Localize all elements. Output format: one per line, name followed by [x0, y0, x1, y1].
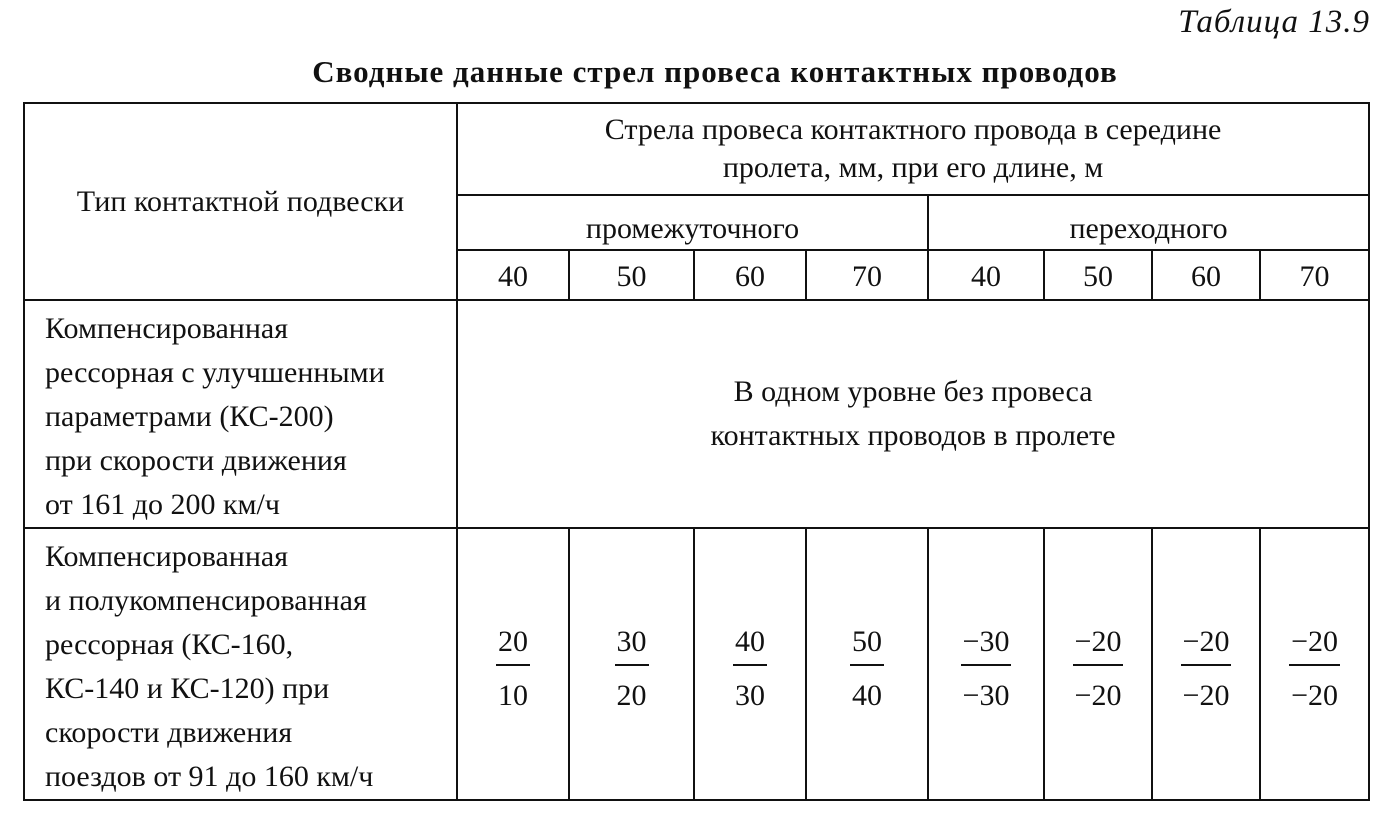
fraction-numerator: 30	[615, 626, 649, 666]
fraction-numerator: 50	[850, 626, 884, 666]
merged-note-line1: В одном уровне без провеса	[733, 375, 1093, 408]
row-label-line: поездов от 91 до 160 км/ч	[45, 760, 374, 793]
fraction-numerator: 40	[733, 626, 767, 666]
table-row	[24, 300, 1369, 528]
row-label-line: при скорости движения	[45, 444, 347, 477]
table-caption: Таблица 13.9	[1178, 4, 1370, 40]
fraction-denominator: −20	[1291, 678, 1339, 712]
fraction-denominator: 40	[852, 678, 882, 712]
group-intermediate: промежуточного	[457, 195, 928, 250]
fraction-denominator: −30	[962, 678, 1010, 712]
sag-header-line1: Стрела провеса контактного провода в середине	[604, 113, 1222, 146]
merged-note-line2: контактных проводов в пролете	[710, 419, 1116, 452]
row-label-line: рессорная (КС-160,	[45, 628, 294, 661]
length-header: 70	[1260, 250, 1369, 300]
fraction-denominator: 20	[616, 678, 647, 712]
fraction-numerator: −30	[961, 626, 1012, 666]
length-header: 60	[694, 250, 806, 300]
row-label-line: от 161 до 200 км/ч	[45, 488, 280, 521]
row-label-line: Компенсированная	[45, 312, 289, 345]
merged-note	[457, 300, 1369, 528]
fraction-denominator: −20	[1182, 678, 1230, 712]
sag-header	[457, 103, 1369, 195]
fraction-cell	[569, 528, 694, 800]
row-label-line: и полукомпенсированная	[45, 584, 367, 617]
row-label-line: параметрами (КС-200)	[45, 400, 334, 433]
row-label-line: Компенсированная	[45, 540, 289, 573]
row-label	[24, 528, 457, 800]
fraction-numerator: 20	[496, 626, 530, 666]
length-header: 40	[928, 250, 1044, 300]
fraction-numerator: −20	[1073, 626, 1124, 666]
sag-header-line2: пролета, мм, при его длине, м	[722, 151, 1104, 184]
length-header: 60	[1152, 250, 1260, 300]
sag-table	[23, 102, 1370, 801]
length-header: 40	[457, 250, 569, 300]
fraction-denominator: −20	[1074, 678, 1122, 712]
type-header: Тип контактной подвески	[24, 103, 457, 300]
length-header: 50	[569, 250, 694, 300]
row-label-line: КС-140 и КС-120) при	[45, 672, 330, 705]
fraction-cell	[694, 528, 806, 800]
fraction-cell	[806, 528, 928, 800]
table-row	[24, 528, 1369, 800]
fraction-numerator: −20	[1289, 626, 1340, 666]
table-title: Сводные данные стрел провеса контактных проводов	[312, 54, 1118, 89]
length-header: 50	[1044, 250, 1152, 300]
length-header: 70	[806, 250, 928, 300]
fraction-numerator: −20	[1181, 626, 1232, 666]
group-transition: переходного	[928, 195, 1369, 250]
fraction-cell	[457, 528, 569, 800]
fraction-denominator: 10	[498, 678, 528, 712]
fraction-cell	[1260, 528, 1369, 800]
fraction-cell	[1044, 528, 1152, 800]
row-label	[24, 300, 457, 528]
fraction-cell	[928, 528, 1044, 800]
row-label-line: рессорная с улучшенными	[45, 356, 385, 389]
row-label-line: скорости движения	[45, 716, 293, 749]
fraction-denominator: 30	[735, 678, 765, 712]
fraction-cell	[1152, 528, 1260, 800]
